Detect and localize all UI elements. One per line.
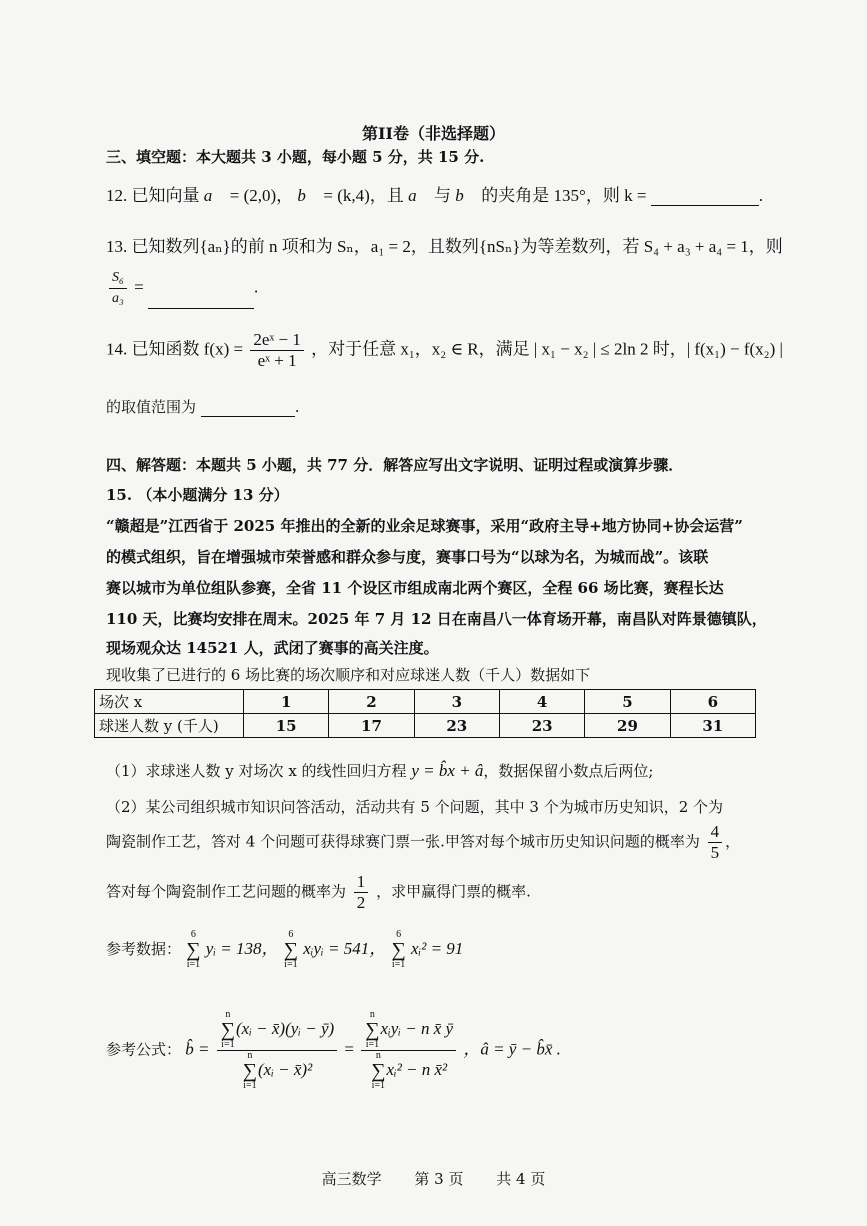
table-cell: 23 <box>414 714 499 738</box>
part4-heading: 四、解答题：本题共 5 小题，共 77 分．解答应写出文字说明、证明过程或演算步骤． <box>106 456 684 474</box>
q13-eq: = <box>134 277 144 297</box>
table-cell: 4 <box>499 690 584 714</box>
table-cell: 31 <box>670 714 755 738</box>
q13-text: 已知数列{aₙ}的前 n 项和为 Sₙ，a₁ = 2，且数列{nSₙ}为等差数列，若 S₄ + a₃ + a₄ = 1，则 <box>131 237 783 256</box>
footer-subject: 高三数学 <box>321 1170 382 1188</box>
q13-frac-den: a₃ <box>112 291 124 306</box>
q12-text-b: 与 <box>434 186 452 205</box>
formula-bhat: b̂ = <box>185 1039 210 1059</box>
q12-answer-blank <box>651 185 759 206</box>
q15-part1 <box>106 760 653 781</box>
q13-end: . <box>253 277 259 297</box>
table-cell: 29 <box>585 714 670 738</box>
prob-history-num: 4 <box>708 822 723 843</box>
question-14-line2 <box>106 396 300 417</box>
q12-text-c: 的夹角是 <box>481 186 550 205</box>
sum-symbol: 6 ∑ i=1 <box>391 929 406 970</box>
prob-history-fraction <box>708 822 723 863</box>
q15-part2-line2-end: ， <box>725 832 741 851</box>
q15-para-line-4: 110 天，比赛均安排在周末。2025 年 7 月 12 日在南昌八一体育场开幕，南昌队对阵景德镇队， <box>106 610 767 628</box>
vector-a-symbol-2: a⃗ <box>408 186 430 205</box>
q15-heading: 15. （本小题满分 13 分） <box>106 486 289 504</box>
table-row <box>95 714 756 738</box>
prob-ceramics-den: 2 <box>356 893 366 912</box>
q15-para-line-1: “赣超是”江西省于 2025 年推出的全新的业余足球赛事，采用“政府主导+地方协同+协会运营” <box>106 517 743 535</box>
q14-text-b: ，对于任意 x₁，x₂ ∈ R，满足 | x₁ − x₂ | ≤ 2ln 2 时，| f(x₁) − f(x₂) | <box>311 339 783 359</box>
q12-text-d: ，则 k = <box>585 186 647 205</box>
ref-data-3: xᵢ² = 91 <box>410 938 464 958</box>
q13-answer-blank <box>148 288 254 309</box>
q14-fraction <box>250 330 304 371</box>
q12-angle: 135° <box>553 186 586 205</box>
q15-part2-line1: （2）某公司组织城市知识问答活动，活动共有 5 个问题，其中 3 个为城市历史知识，2 个为 <box>106 798 724 816</box>
table-cell: 2 <box>329 690 414 714</box>
table-cell: 6 <box>670 690 755 714</box>
reference-formula <box>106 1010 561 1091</box>
q14-end: . <box>294 398 300 416</box>
q12-end: . <box>758 186 763 205</box>
table-header-x: 场次 x <box>95 690 244 714</box>
q15-part2-line3a: 答对每个陶瓷制作工艺问题的概率为 <box>106 882 347 901</box>
q12-number: 12. <box>106 186 128 205</box>
page-footer <box>0 1168 867 1189</box>
formula-eq: = <box>344 1039 355 1059</box>
q15-para-line-3: 赛以城市为单位组队参赛，全省 11 个设区市组成南北两个赛区，全程 66 场比赛，赛程长达 <box>106 579 724 597</box>
table-cell: 23 <box>499 714 584 738</box>
q13-frac-num: S₆ <box>109 268 127 289</box>
q12-vec-a: = (2,0)， <box>229 186 294 205</box>
sum-symbol: 6 ∑ i=1 <box>283 929 299 970</box>
question-12 <box>106 181 763 206</box>
prob-history-den: 5 <box>710 843 720 862</box>
q15-part2-line3 <box>106 872 531 913</box>
q15-table-intro: 现收集了已进行的 6 场比赛的场次顺序和对应球迷人数（千人）数据如下 <box>106 666 591 684</box>
q13-number: 13. <box>106 237 128 256</box>
vector-b-symbol: b⃗ <box>297 186 320 205</box>
question-13 <box>106 232 783 257</box>
table-cell: 5 <box>585 690 670 714</box>
formula-den-2: n ∑ i=1xᵢ² − n x̄² <box>371 1050 448 1091</box>
table-cell: 3 <box>414 690 499 714</box>
ref-data-1: yᵢ = 138， <box>205 938 279 958</box>
section-title: 第II卷（非选择题） <box>362 124 505 143</box>
footer-page: 第 3 页 <box>414 1170 464 1188</box>
formula-num-2: n ∑ i=1xᵢyᵢ − n x̄ ȳ <box>361 1010 456 1051</box>
formula-fraction-2 <box>361 1010 456 1091</box>
q15-part2-line2 <box>106 822 740 863</box>
q15-part2-line3b: ，求甲赢得门票的概率. <box>376 882 531 901</box>
ref-data-label: 参考数据： <box>106 941 182 958</box>
q15-part2-line2-text: 陶瓷制作工艺，答对 4 个问题可获得球赛门票一张.甲答对每个城市历史知识问题的概率为 <box>106 832 700 851</box>
q15-part1-eq: y = b̂x + â <box>411 761 484 780</box>
q14-answer-blank <box>201 398 295 417</box>
q15-part1-b: ，数据保留小数点后两位; <box>483 762 654 780</box>
q14-text-c: 的取值范围为 <box>106 398 197 416</box>
vector-b-symbol-2: b⃗ <box>455 186 478 205</box>
vector-a-symbol: a⃗ <box>203 186 226 205</box>
q15-para-line-5: 现场观众达 14521 人，武闭了赛事的高关注度。 <box>106 639 439 657</box>
prob-ceramics-num: 1 <box>354 872 369 893</box>
q12-text-a: 已知向量 <box>131 186 200 205</box>
data-table <box>94 689 756 738</box>
q14-text-a: 已知函数 f(x) = <box>131 339 244 359</box>
footer-total: 共 4 页 <box>496 1170 546 1188</box>
formula-fraction-1 <box>217 1010 337 1091</box>
reference-data <box>106 930 463 970</box>
q12-vec-b: = (k,4)，且 <box>323 186 404 205</box>
formula-den-1: n ∑ i=1(xᵢ − x̄)² <box>242 1050 313 1091</box>
table-cell: 1 <box>244 690 329 714</box>
part3-heading: 三、填空题：本大题共 3 小题，每小题 5 分，共 15 分. <box>106 148 485 166</box>
q13-fraction <box>109 268 127 309</box>
question-14 <box>106 330 783 371</box>
table-row <box>95 690 756 714</box>
ref-data-2: xᵢyᵢ = 541， <box>303 938 387 958</box>
q15-para-line-2: 的模式组织，旨在增强城市荣誉感和群众参与度，赛事口号为“以球为名，为城而战”。该联 <box>106 548 709 566</box>
table-header-y: 球迷人数 y (千人) <box>95 714 244 738</box>
table-cell: 15 <box>244 714 329 738</box>
formula-ahat: ，â = ȳ − b̂x̄ . <box>463 1039 561 1059</box>
prob-ceramics-fraction <box>354 872 369 913</box>
question-13-line2 <box>106 268 258 309</box>
sum-symbol: 6 ∑ i=1 <box>186 929 201 970</box>
q14-frac-num: 2eˣ − 1 <box>250 330 304 351</box>
q14-frac-den: eˣ + 1 <box>257 351 297 370</box>
q15-part1-a: （1）求球迷人数 y 对场次 x 的线性回归方程 <box>106 762 407 780</box>
formula-num-1: n ∑ i=1(xᵢ − x̄)(yᵢ − ȳ) <box>217 1010 337 1051</box>
q14-number: 14. <box>106 339 128 359</box>
ref-formula-label: 参考公式： <box>106 1042 182 1059</box>
table-cell: 17 <box>329 714 414 738</box>
